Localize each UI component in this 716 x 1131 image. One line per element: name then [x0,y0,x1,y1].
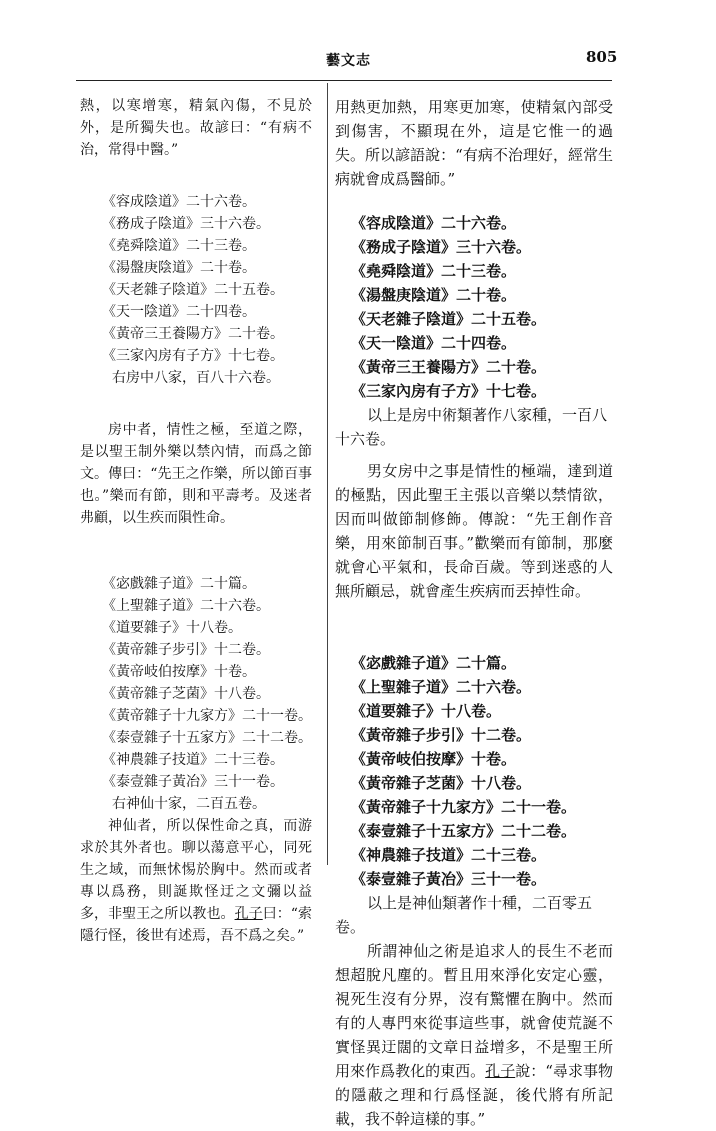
list-item: 《泰壹雜子十五家方》二十二卷。 [351,822,577,840]
list-item: 《堯舜陰道》二十三卷。 [102,238,256,254]
running-header-title: 藝文志 [326,53,371,69]
list-item: 《神農雜子技道》二十三卷。 [351,846,547,864]
list-item: 《湯盤庚陰道》二十卷。 [351,286,517,304]
left-book-list-1 [80,191,312,367]
list-item: 《黃帝三王養陽方》二十卷。 [102,326,284,342]
translation-column [335,95,613,1131]
left-book-list-2 [80,573,312,793]
right-book-list-1 [335,211,613,403]
list-item: 《容成陰道》二十六卷。 [102,194,256,210]
list-item: 《天一陰道》二十四卷。 [102,304,256,320]
list-item: 《道要雜子》十八卷。 [351,702,502,720]
right-list-2-summary: 以上是神仙類著作十種，二百零五卷。 [335,894,593,936]
left-paragraph-3-text: 神仙者，所以保性命之真，而游求於其外者也。聊以蕩意平心，同死生之域，而無怵惕於胸中。然而或者專以爲務，則誕欺怪迂之文彌以益多，非聖王之所以教也。 [80,818,312,922]
right-intro-paragraph: 用熱更加熱，用寒更加寒，使精氣內部受到傷害，不顯現在外，這是它惟一的過失。所以諺語說：“有病不治理好，經常生病就會成爲醫師。” [335,98,613,188]
person-name-confucius: 孔子 [234,906,263,922]
list-item: 《黃帝雜子芝菌》十八卷。 [351,774,532,792]
left-list-2-summary: 右神仙十家，二百五卷。 [112,796,266,812]
list-item: 《泰壹雜子十五家方》二十二卷。 [102,730,312,746]
list-item: 《上聖雜子道》二十六卷。 [102,598,270,614]
right-paragraph-3 [335,939,613,1131]
list-item: 《三家內房有子方》十七卷。 [102,348,284,364]
list-item: 《黃帝岐伯按摩》十卷。 [351,750,517,768]
list-item: 《天老雜子陰道》二十五卷。 [102,282,284,298]
left-intro-paragraph: 熱，以寒增寒，精氣內傷，不見於外，是所獨失也。故諺曰：“有病不治，常得中醫。” [80,98,312,158]
list-item: 《黃帝岐伯按摩》十卷。 [102,664,256,680]
original-text-column [80,95,312,947]
list-item: 《泰壹雜子黃冶》三十一卷。 [102,774,284,790]
right-paragraph-3-text: 所謂神仙之術是追求人的長生不老而想超脫凡塵的。暫且用來淨化安定心靈，視死生沒有分界，沒有驚懼在胸中。然而有的人專門來從事這些事，就會使荒誕不實怪異迂闊的文章日益增多，不是聖王所用來作爲教化的東西。 [335,942,613,1080]
list-item: 《宓戲雜子道》二十篇。 [351,654,517,672]
list-item: 《黃帝三王養陽方》二十卷。 [351,358,547,376]
header-rule [76,80,612,81]
list-item: 《堯舜陰道》二十三卷。 [351,262,517,280]
list-item: 《宓戲雜子道》二十篇。 [102,576,256,592]
person-name-confucius: 孔子 [485,1062,516,1080]
list-item: 《道要雜子》十八卷。 [102,620,242,636]
left-paragraph-3-quote: 曰：“索隱行怪，後世有述焉，吾不爲之矣。” [80,906,312,944]
right-book-list-2 [335,651,613,891]
list-item: 《黃帝雜子步引》十二卷。 [102,642,270,658]
column-divider [327,83,328,865]
right-list-1-summary: 以上是房中術類著作八家種，一百八十六卷。 [335,406,608,448]
left-paragraph-3 [80,815,312,947]
list-item: 《三家內房有子方》十七卷。 [351,382,547,400]
list-item: 《容成陰道》二十六卷。 [351,214,517,232]
list-item: 《黃帝雜子芝菌》十八卷。 [102,686,270,702]
list-item: 《天一陰道》二十四卷。 [351,334,517,352]
right-paragraph-3-quote: 說：“尋求事物的隱蔽之理和行爲怪誕，後代將有所記載，我不幹這樣的事。” [335,1062,613,1128]
list-item: 《務成子陰道》三十六卷。 [351,238,532,256]
left-list-1-summary: 右房中八家，百八十六卷。 [112,370,280,386]
list-item: 《黃帝雜子十九家方》二十一卷。 [102,708,312,724]
list-item: 《天老雜子陰道》二十五卷。 [351,310,547,328]
page-number: 805 [586,48,618,66]
list-item: 《神農雜子技道》二十三卷。 [102,752,284,768]
list-item: 《上聖雜子道》二十六卷。 [351,678,532,696]
list-item: 《黃帝雜子步引》十二卷。 [351,726,532,744]
list-item: 《泰壹雜子黃冶》三十一卷。 [351,870,547,888]
right-paragraph-2: 男女房中之事是情性的極端，達到道的極點，因此聖王主張以音樂以禁情欲，因而叫做節制修飾。傳說：“先王創作音樂，用來節制百事。”歡樂而有節制，那麼就會心平氣和，長命百歲。等到迷惑的人無所顧忌，就會產生疾病而丟掉性命。 [335,462,613,600]
list-item: 《務成子陰道》三十六卷。 [102,216,270,232]
left-paragraph-2: 房中者，情性之極，至道之際，是以聖王制外樂以禁內情，而爲之節文。傳曰：“先王之作樂，所以節百事也。”樂而有節，則和平壽考。及迷者弗顧，以生疾而隕性命。 [80,422,312,526]
list-item: 《黃帝雜子十九家方》二十一卷。 [351,798,577,816]
list-item: 《湯盤庚陰道》二十卷。 [102,260,256,276]
